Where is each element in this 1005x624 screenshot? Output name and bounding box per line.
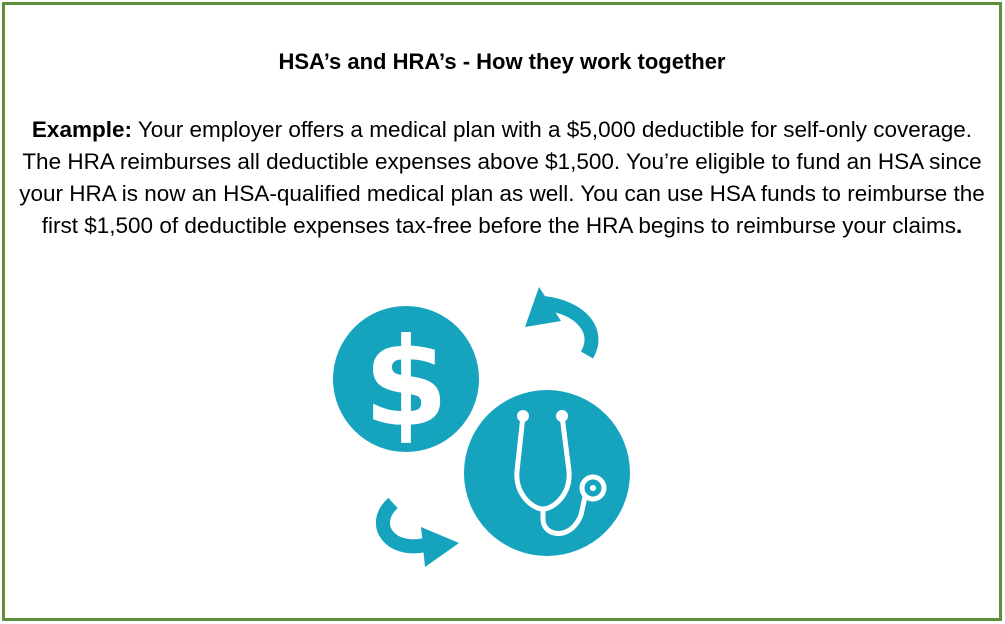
content-frame [2, 2, 1002, 621]
example-paragraph [17, 114, 987, 242]
curved-arrow-bottom-icon [383, 503, 459, 567]
example-label: Example: [31, 117, 132, 142]
hsa-hra-illustration [305, 275, 665, 585]
page-title: HSA’s and HRA’s - How they work together [278, 49, 726, 74]
dollar-symbol: $ [363, 312, 449, 454]
dollar-coin-icon [333, 306, 479, 454]
example-text: Your employer offers a medical plan with a $5,000 deductible for self-only coverage. The HRA reimburses all deductible expenses above $1,500. You’re eligible to fund an HSA since your HRA is now an HSA-qualified medical plan as well. You can use HSA funds to reimburse the first $1,500 of deductible expenses tax-free before the HRA begins to reimburse your claims [19, 117, 985, 238]
stethoscope-icon [456, 382, 638, 564]
curved-arrow-top-icon [525, 287, 591, 355]
example-end-mark: . [955, 213, 963, 238]
